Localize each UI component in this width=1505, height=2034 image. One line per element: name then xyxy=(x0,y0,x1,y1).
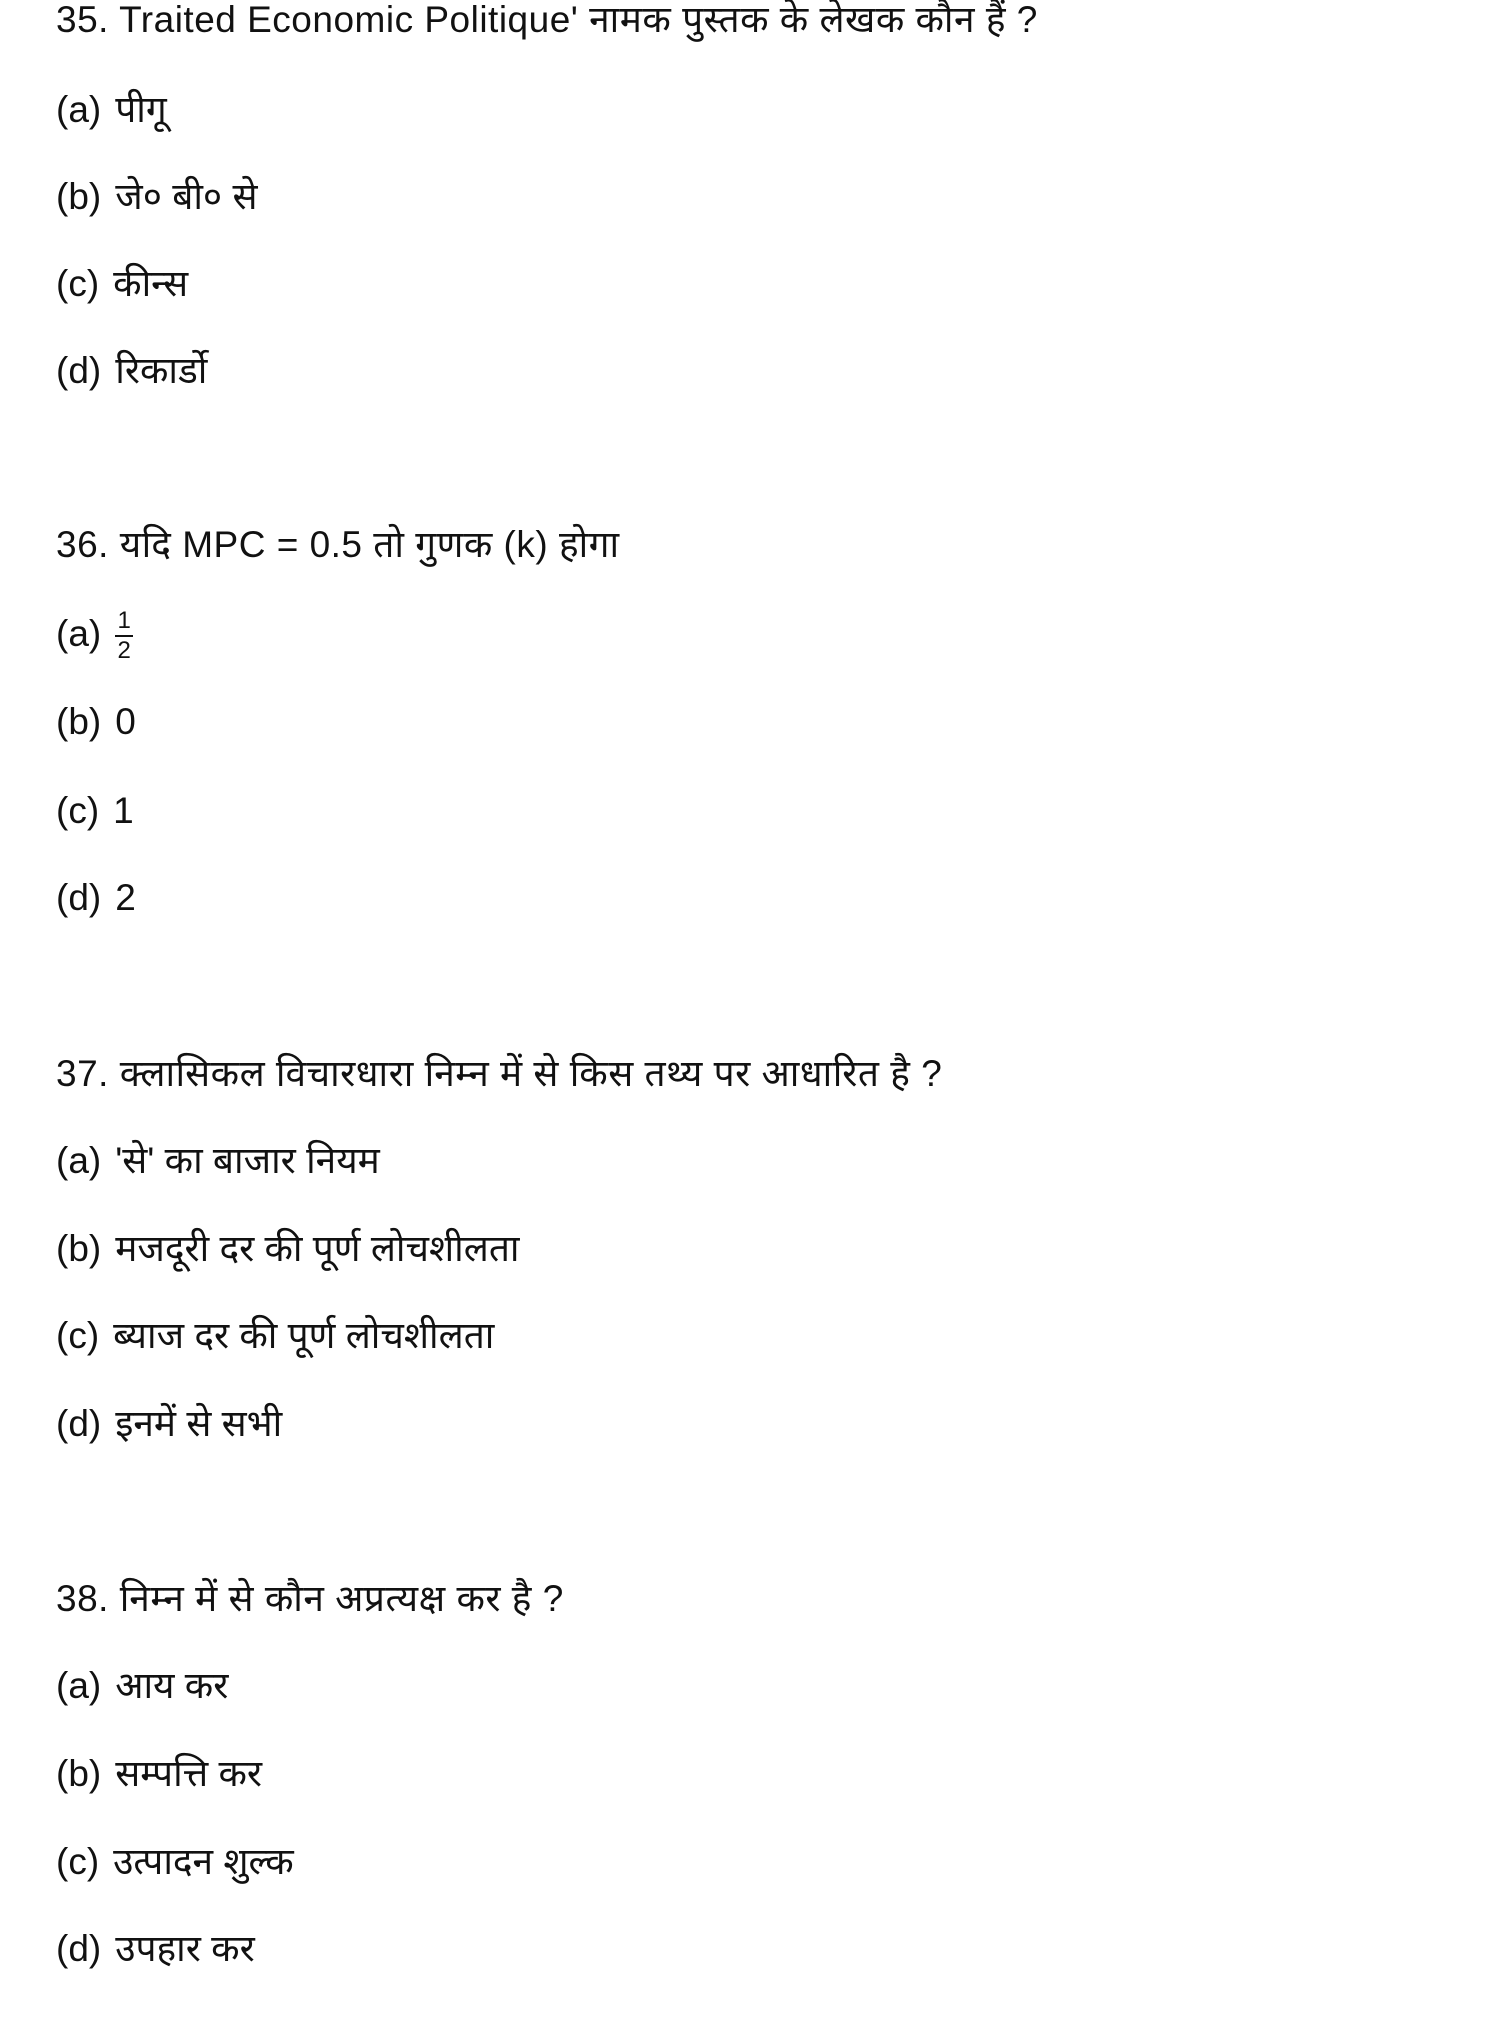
question-number: 35. xyxy=(56,0,109,40)
option-text: 2 xyxy=(115,877,136,918)
option-text: रिकार्डो xyxy=(115,350,208,391)
option-label: (b) xyxy=(56,1228,102,1269)
question-number: 38. xyxy=(56,1578,109,1619)
option-text: 1 xyxy=(113,790,134,831)
option-text: उत्पादन शुल्क xyxy=(113,1841,294,1882)
option-38c xyxy=(56,1840,294,1884)
option-label: (d) xyxy=(56,350,102,391)
option-37a xyxy=(56,1139,380,1183)
option-36d xyxy=(56,876,136,920)
question-37 xyxy=(56,1052,942,1096)
option-text: ब्याज दर की पूर्ण लोचशीलता xyxy=(113,1315,495,1356)
option-text: आय कर xyxy=(115,1665,229,1706)
question-35 xyxy=(56,0,1038,42)
question-number: 36. xyxy=(56,524,109,565)
option-35c xyxy=(56,262,188,306)
option-35a xyxy=(56,88,167,132)
option-38a xyxy=(56,1664,228,1708)
option-38b xyxy=(56,1752,262,1796)
option-label: (a) xyxy=(56,1665,102,1706)
option-text: इनमें से सभी xyxy=(115,1403,283,1444)
option-35b xyxy=(56,175,257,219)
question-text: यदि MPC = 0.5 तो गुणक (k) होगा xyxy=(119,524,620,565)
fraction xyxy=(115,609,133,663)
option-label: (a) xyxy=(56,89,102,130)
numerator: 1 xyxy=(117,607,131,634)
option-text: कीन्स xyxy=(113,263,189,304)
option-38d xyxy=(56,1927,255,1971)
question-text: क्लासिकल विचारधारा निम्न में से किस तथ्य पर आधारित है ? xyxy=(119,1053,943,1094)
option-text: मजदूरी दर की पूर्ण लोचशीलता xyxy=(115,1228,520,1269)
option-36c xyxy=(56,789,134,833)
denominator: 2 xyxy=(117,637,131,664)
option-37c xyxy=(56,1314,494,1358)
option-label: (c) xyxy=(56,790,100,831)
option-label: (b) xyxy=(56,176,102,217)
option-label: (b) xyxy=(56,701,102,742)
option-label: (c) xyxy=(56,1315,100,1356)
question-38 xyxy=(56,1577,564,1621)
question-text: निम्न में से कौन अप्रत्यक्ष कर है ? xyxy=(119,1578,564,1619)
option-text: पीगू xyxy=(115,89,167,130)
option-36a xyxy=(56,609,133,663)
question-text: Traited Economic Politique' नामक पुस्तक के लेखक कौन हैं ? xyxy=(119,0,1038,40)
option-text: 'से' का बाजार नियम xyxy=(115,1140,380,1181)
option-35d xyxy=(56,349,207,393)
option-label: (d) xyxy=(56,1403,102,1444)
option-label: (d) xyxy=(56,877,102,918)
option-label: (c) xyxy=(56,263,100,304)
option-label: (d) xyxy=(56,1928,102,1969)
option-text: जे० बी० से xyxy=(115,176,258,217)
option-text: 0 xyxy=(115,701,136,742)
option-label: (b) xyxy=(56,1753,102,1794)
option-36b xyxy=(56,700,136,744)
option-text: सम्पत्ति कर xyxy=(115,1753,263,1794)
option-label: (a) xyxy=(56,612,102,654)
question-36 xyxy=(56,523,620,567)
option-label: (c) xyxy=(56,1841,100,1882)
question-number: 37. xyxy=(56,1053,109,1094)
option-text: उपहार कर xyxy=(115,1928,255,1969)
option-label: (a) xyxy=(56,1140,102,1181)
option-37b xyxy=(56,1227,520,1271)
option-37d xyxy=(56,1402,282,1446)
